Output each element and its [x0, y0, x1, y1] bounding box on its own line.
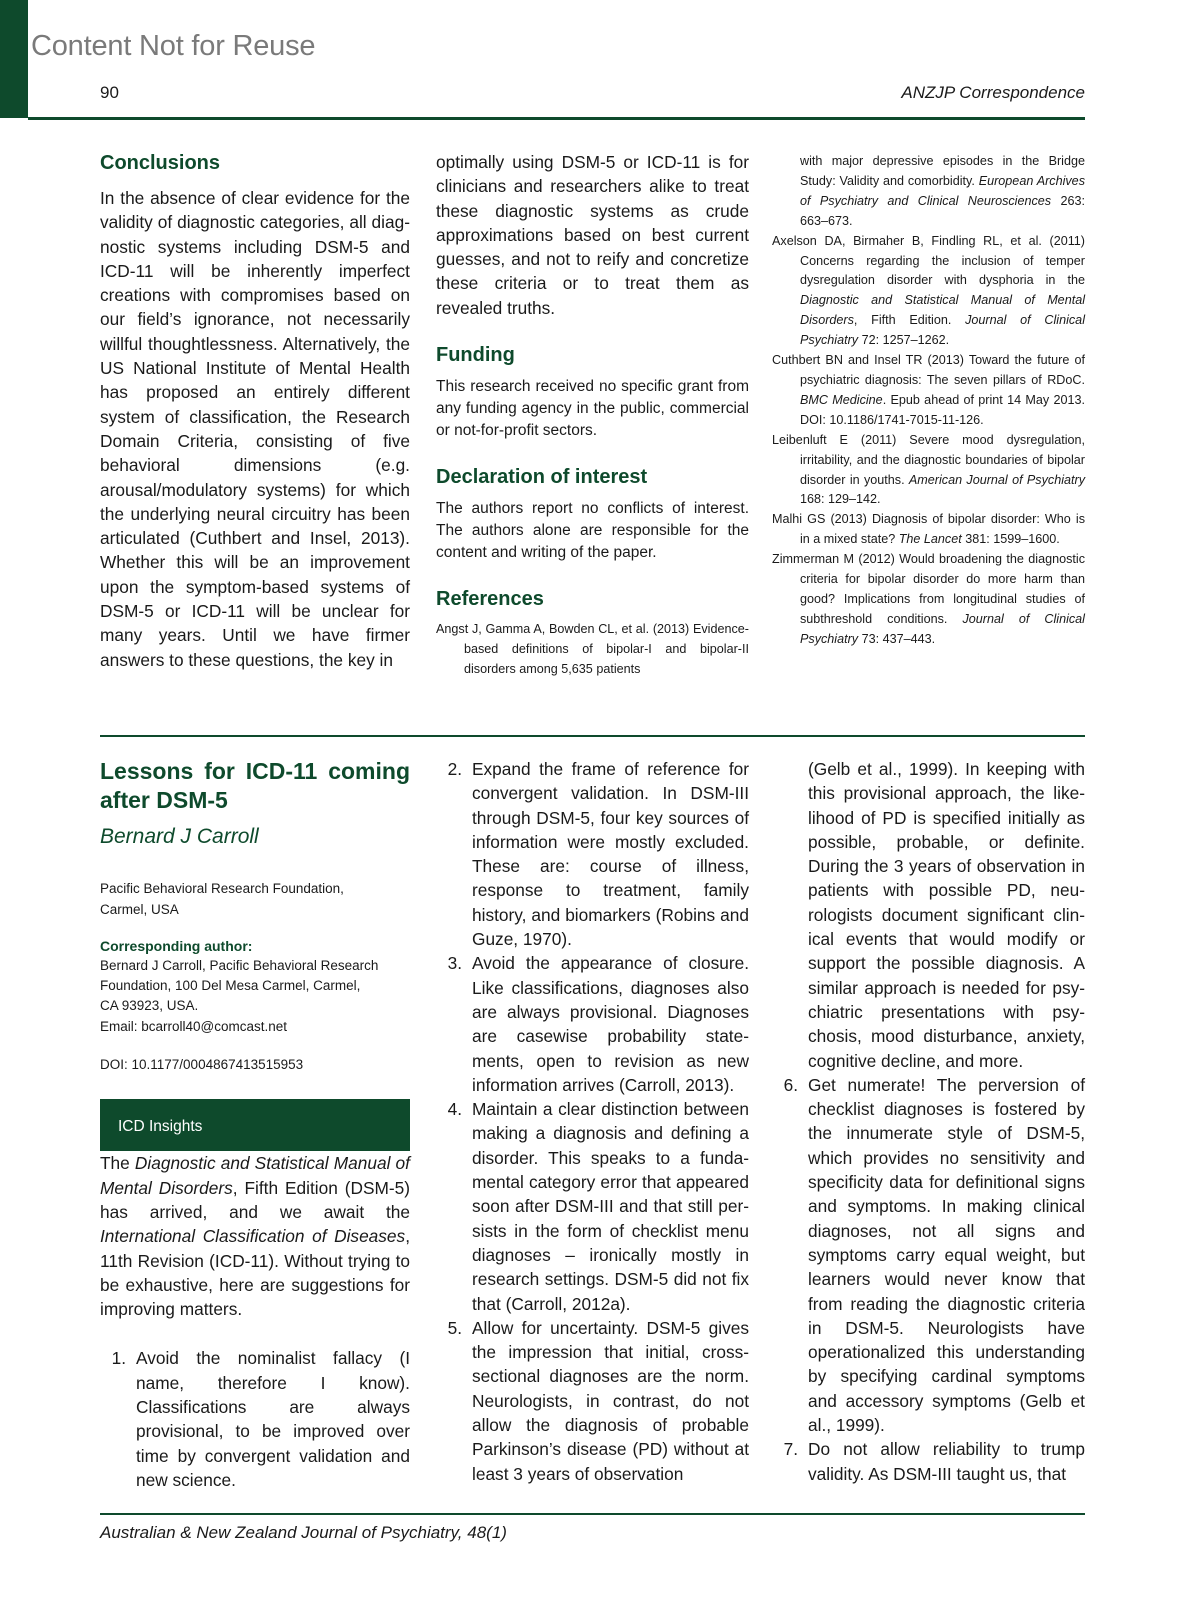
- list-item: 1. Avoid the nominalist fallacy (I name, therefore I know). Classifications are always provisional, to be improved over time by convergent validation and new science.: [111, 1348, 410, 1490]
- column-3-bottom: [772, 757, 1085, 1486]
- column-2-bottom: [436, 757, 749, 1486]
- conclusions-heading: Conclusions: [100, 152, 221, 174]
- intro-paragraph: The Diagnostic and Statistical Manual of Mental Disorders, Fifth Edition (DSM-5) has arrived, and we await the International Classification of Diseases, 11th Revision (ICD-11). Without trying to be exhaustive, here are suggestions for improving matters.: [100, 1153, 410, 1320]
- conclusions-text: In the absence of clear evidence for the validity of diagnostic categories, all diagnostic systems including DSM-5 and ICD-11 will be inherently imperfect creations with compromises based on our field’s ignorance, not necessarily willful thoughtlessness. Alternatively, the US National Institute of Mental Health has proposed an entirely different system of classification, the Research Domain Criteria, consisting of five behavioral dimensions (e.g. arousal/modulatory systems) for which the underlying neural circuitry has been articulated (Cuthbert and Insel, 2013). Whether this will be an improvement upon the symptom-based systems of DSM-5 or ICD-11 will be unclear for many years. Until we have firmer answers to these questions, the key in: [100, 188, 410, 670]
- reference-item: Cuthbert BN and Insel TR (2013) Toward the future of psychiatric diagnosis: The seven pillars of RDoC. BMC Medicine. Epub ahead of print 14 May 2013. DOI: 10.1186/1741-7015-11-126.: [772, 353, 1085, 427]
- running-head: ANZJP Correspondence: [901, 83, 1085, 102]
- column-3-top: [772, 152, 1085, 650]
- reference-item: Zimmerman M (2012) Would broadening the diagnostic criteria for bipolar disorder do more harm than good? Implications from longitudinal studies of subthreshold conditions. Journal of Clinical Psychiatry 73: 437–443.: [772, 552, 1085, 646]
- list-item: 7. Do not allow reliability to trump validity. As DSM-III taught us, that: [783, 1439, 1085, 1484]
- reference-item: Axelson DA, Birmaher B, Findling RL, et al. (2011) Concerns regarding the inclusion of temper dysregulation disorder with dysphoria in the Diagnostic and Statistical Manual of Mental Disorders, Fifth Edition. Journal of Clinical Psychiatry 72: 1257–1262.: [772, 233, 1085, 348]
- list-item: 3. Avoid the appearance of closure. Like classifications, diagnoses also are always provisional. Diagnoses are casewise probability statements, open to revision as new information arrives (Carroll, 2013).: [447, 953, 749, 1095]
- conclusions-text-cont: optimally using DSM-5 or ICD-11 is for clinicians and researchers alike to treat these diagnostic systems as crude approximations based on best current guesses, and not to reify and concretize these criteria or to treat them as revealed truths.: [436, 152, 749, 318]
- declaration-text: The authors report no conflicts of interest. The authors alone are responsible for the content and writing of the paper.: [436, 500, 749, 562]
- author-email[interactable]: Email: bcarroll40@comcast.net: [100, 1018, 288, 1034]
- reference-item-cont: with major depressive episodes in the Bridge Study: Validity and comorbidity. European Archives of Psychiatry and Clinical Neurosciences 263: 663–673.: [800, 154, 1085, 228]
- column-2-top: [436, 150, 749, 680]
- references-heading: References: [436, 588, 544, 611]
- article-divider: [100, 735, 1085, 737]
- list-item-cont: (Gelb et al., 1999). In keeping with this provisional approach, the likelihood of PD is specified initially as possible, probable, or definite. During the 3 years of observation in patients with possible PD, neurologists document significant clinical events that would modify or support the possible diagnosis. A similar approach is needed for psychiatric presentations with psychosis, mood disturbance, anxiety, cognitive decline, and more.: [808, 759, 1085, 1071]
- funding-heading: Funding: [436, 344, 515, 367]
- watermark: Content Not for Reuse: [31, 30, 316, 62]
- list-item: 6. Get numerate! The perversion of checklist diagnoses is fostered by the innumerate style of DSM-5, which provides no sensitivity and specificity data for definitional signs and symptoms. In making clinical diagnoses, not all signs and symptoms carry equal weight, but learners would never know that from reading the diagnostic criteria in DSM-5. Neurologists have operationalized this understanding by specifying cardinal symptoms and accessory symptoms (Gelb et al., 1999).: [783, 1074, 1085, 1436]
- article-doi: DOI: 10.1177/0004867413515953: [100, 1057, 304, 1073]
- footer-rule: [100, 1513, 1085, 1515]
- header-rule: [28, 117, 1085, 120]
- reference-list: [436, 620, 749, 680]
- article-author: Bernard J Carroll: [100, 825, 259, 848]
- reference-item: Leibenluft E (2011) Severe mood dysregulation, irritability, and the diagnostic boundaries of bipolar disorder in youths. American Journal of Psychiatry 168: 129–142.: [772, 432, 1085, 507]
- section-banner: ICD Insights: [100, 1099, 410, 1151]
- journal-footer: Australian & New Zealand Journal of Psychiatry, 48(1): [100, 1523, 507, 1542]
- list-item: 5. Allow for uncertainty. DSM-5 gives the impression that initial, cross-sectional diagnoses are the norm. Neurologists, in contrast, do not allow the diagnosis of probable Parkinson’s disease (PD) without at least 3 years of observation: [447, 1317, 749, 1484]
- column-1-bottom: [100, 757, 410, 1492]
- declaration-heading: Declaration of interest: [436, 466, 648, 489]
- reference-item: Malhi GS (2013) Diagnosis of bipolar disorder: Who is in a mixed state? The Lancet 381: 1599–1600.: [772, 512, 1085, 547]
- author-affiliation: Pacific Behavioral Research Foundation, Carmel, USA: [100, 881, 344, 917]
- article-title: Lessons for ICD-11 coming after DSM-5: [100, 758, 410, 813]
- column-1-top: [100, 150, 410, 672]
- list-item: 4. Maintain a clear distinction between making a diagnosis and defining a disorder. This speaks to a fundamental category error that appeared soon after DSM-III and that still persists in the form of checklist menu diagnoses – ironically mostly in research settings. DSM-5 did not fix that (Carroll, 2012a).: [447, 1099, 749, 1314]
- header-accent-bar: [0, 0, 28, 118]
- corresponding-author-details: Bernard J Carroll, Pacific Behavioral Research Foundation, 100 Del Mesa Carmel, Carmel, CA 93923, USA. Email: bcarroll40@comcast.net: [100, 956, 410, 1037]
- page-number: 90: [100, 83, 119, 102]
- corresponding-author-label: Corresponding author:: [100, 937, 253, 954]
- reference-item: Angst J, Gamma A, Bowden CL, et al. (2013) Evidence-based definitions of bipolar-I and bipolar-II disorders among 5,635 patients: [436, 622, 749, 676]
- funding-text: This research received no specific grant from any funding agency in the public, commercial or not-for-profit sectors.: [436, 378, 749, 440]
- list-item: 2. Expand the frame of reference for convergent validation. In DSM-III through DSM-5, four key sources of information were mostly excluded. These are: course of illness, response to treatment, family history, and biomarkers (Robins and Guze, 1970).: [447, 759, 749, 950]
